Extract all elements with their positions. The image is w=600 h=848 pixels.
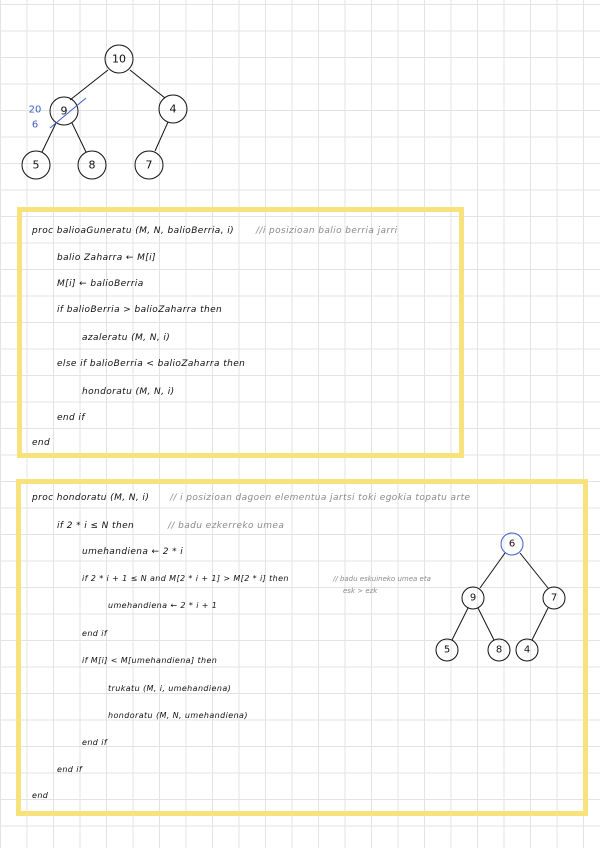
- proc2-comment-2: // badu ezkerreko umea: [168, 521, 285, 531]
- proc1-line-2: balio Zaharra ← M[i]: [57, 253, 156, 263]
- tree1-right-label: 4: [169, 102, 177, 116]
- tree2-left-right-label: 8: [495, 644, 503, 656]
- proc2-line-4: if 2 * i + 1 ≤ N and M[2 * i + 1] > M[2 * i] then: [82, 574, 289, 583]
- proc2-line-5: umehandiena ← 2 * i + 1: [108, 601, 218, 610]
- proc1-line-7: hondoratu (M, N, i): [82, 387, 175, 397]
- proc1-line-6: else if balioBerria < balioZaharra then: [57, 359, 246, 369]
- proc1-line-4: if balioBerria > balioZaharra then: [57, 305, 223, 315]
- tree2-right-label: 7: [550, 592, 558, 604]
- proc2-line-3: umehandiena ← 2 * i: [82, 547, 184, 557]
- proc2-line-6: end if: [82, 629, 108, 638]
- proc2-line-10: end if: [82, 738, 108, 747]
- proc2-comment-3b: esk > ezk: [343, 587, 378, 595]
- annotation-old-value: 20: [28, 104, 42, 116]
- tree1-left-right-label: 8: [88, 158, 96, 172]
- annotation-new-value: 6: [31, 119, 39, 131]
- proc2-line-12: end: [32, 791, 49, 800]
- proc2-line-7: if M[i] < M[umehandiena] then: [82, 656, 218, 665]
- tree2-left-left-label: 5: [443, 644, 451, 656]
- tree1-right-left-label: 7: [145, 158, 153, 172]
- proc2-line-11: end if: [57, 765, 83, 774]
- proc2-comment-1: // i posizioan dagoen elementua jartsi toki egokia topatu arte: [170, 493, 471, 503]
- proc2-line-8: trukatu (M, i, umehandiena): [108, 684, 232, 693]
- proc1-line-5: azaleratu (M, N, i): [82, 333, 171, 343]
- tree2-right-left-label: 4: [523, 644, 531, 656]
- proc1-comment-1: //i posizioan balio berria jarri: [256, 226, 398, 236]
- proc2-line-2: if 2 * i ≤ N then: [57, 521, 135, 531]
- tree1-left-left-label: 5: [32, 158, 40, 172]
- proc1-line-8: end if: [57, 413, 85, 423]
- proc1-line-9: end: [32, 438, 51, 448]
- proc2-line-9: hondoratu (M, N, umehandiena): [108, 711, 248, 720]
- proc1-line-1: proc balioaGuneratu (M, N, balioBerria, i): [32, 226, 235, 236]
- proc2-comment-3: // badu eskuineko umea eta: [333, 575, 431, 583]
- tree1-left-label: 9: [60, 104, 68, 118]
- proc1-line-3: M[i] ← balioBerria: [57, 279, 144, 289]
- tree2-left-label: 9: [469, 592, 477, 604]
- proc2-line-1: proc hondoratu (M, N, i): [32, 493, 150, 503]
- tree1-root-label: 10: [112, 52, 126, 66]
- tree2-root-label: 6: [508, 538, 516, 550]
